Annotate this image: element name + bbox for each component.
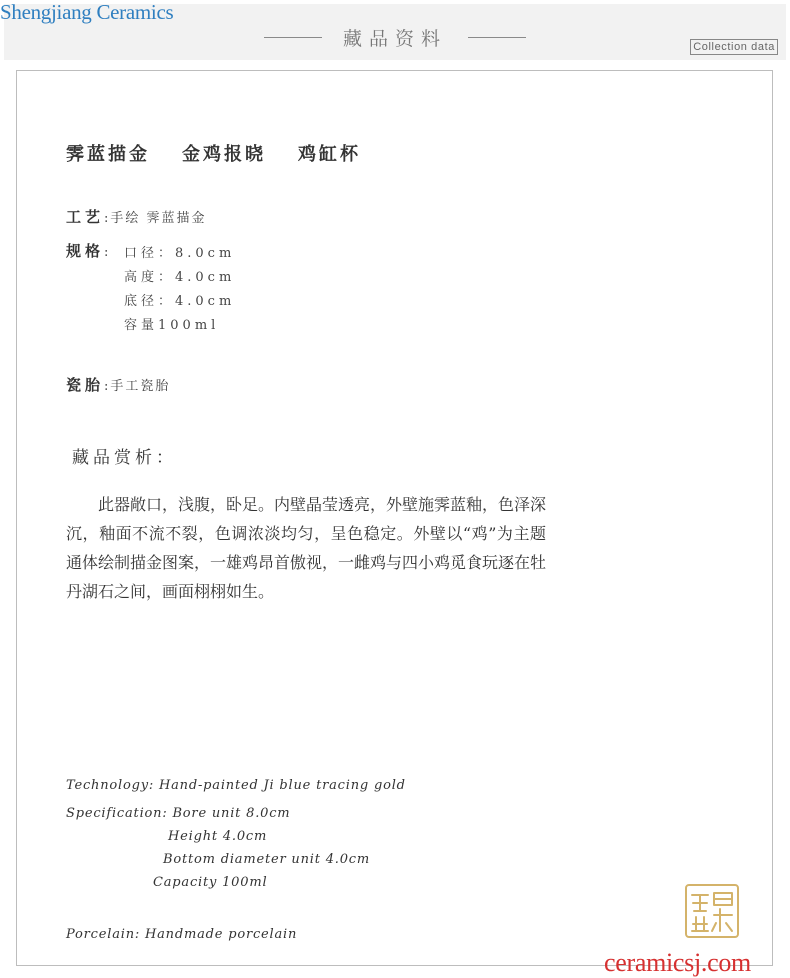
header-divider-left <box>264 37 322 38</box>
en-capacity: Capacity 100ml <box>153 875 268 890</box>
en-technology: Technology: Hand-painted Ji blue tracing gold <box>66 778 406 793</box>
craft-value: 手绘 霁蓝描金 <box>110 211 207 226</box>
craft-sep: : <box>104 211 111 226</box>
collection-data-tag: Collection data <box>690 39 778 55</box>
analysis-heading: 藏品赏析： <box>72 448 177 468</box>
watermark-text: ceramicsj.com <box>604 948 751 977</box>
analysis-text: 此器敞口，浅腹，卧足。内壁晶莹透亮，外壁施霁蓝釉，色泽深沉，釉面不流不裂，色调浓淡均匀，呈色稳定。外壁以“鸡”为主题通体绘制描金图案，一雄鸡昂首傲视，一雌鸡与四小鸡觅食玩逐在牡丹湖石之间，画面栩栩如生。 <box>66 495 547 601</box>
body-sep: : <box>104 379 111 394</box>
craft-row <box>66 206 207 227</box>
gold-seal-icon <box>684 883 740 939</box>
header-title-group <box>4 24 786 48</box>
spec-sep: : <box>104 245 111 260</box>
en-specification: Specification: Bore unit 8.0cm <box>66 806 291 821</box>
en-porcelain: Porcelain: Handmade porcelain <box>66 927 298 942</box>
page-title <box>66 140 393 166</box>
title-part-3: 鸡缸杯 <box>298 144 361 165</box>
title-part-2: 金鸡报晓 <box>182 144 266 165</box>
body-value: 手工瓷胎 <box>110 379 171 394</box>
spec-line-height: 高度：4.0cm <box>124 270 236 285</box>
en-bottom-diameter: Bottom diameter unit 4.0cm <box>163 852 370 867</box>
spec-row <box>66 240 110 261</box>
body-row <box>66 374 170 395</box>
spec-line-bore: 口径：8.0cm <box>124 246 236 261</box>
en-height: Height 4.0cm <box>168 829 268 844</box>
header-divider-right <box>468 37 526 38</box>
title-part-1: 霁蓝描金 <box>66 144 150 165</box>
header-title: 藏品资料 <box>342 28 447 50</box>
spec-line-capacity: 容量100ml <box>124 318 220 333</box>
spec-line-bottom: 底径：4.0cm <box>124 294 236 309</box>
craft-label: 工艺 <box>66 208 105 226</box>
body-label: 瓷胎 <box>66 376 105 394</box>
brand-logo-text: Shengjiang Ceramics <box>0 0 174 24</box>
spec-label: 规格 <box>66 242 105 260</box>
